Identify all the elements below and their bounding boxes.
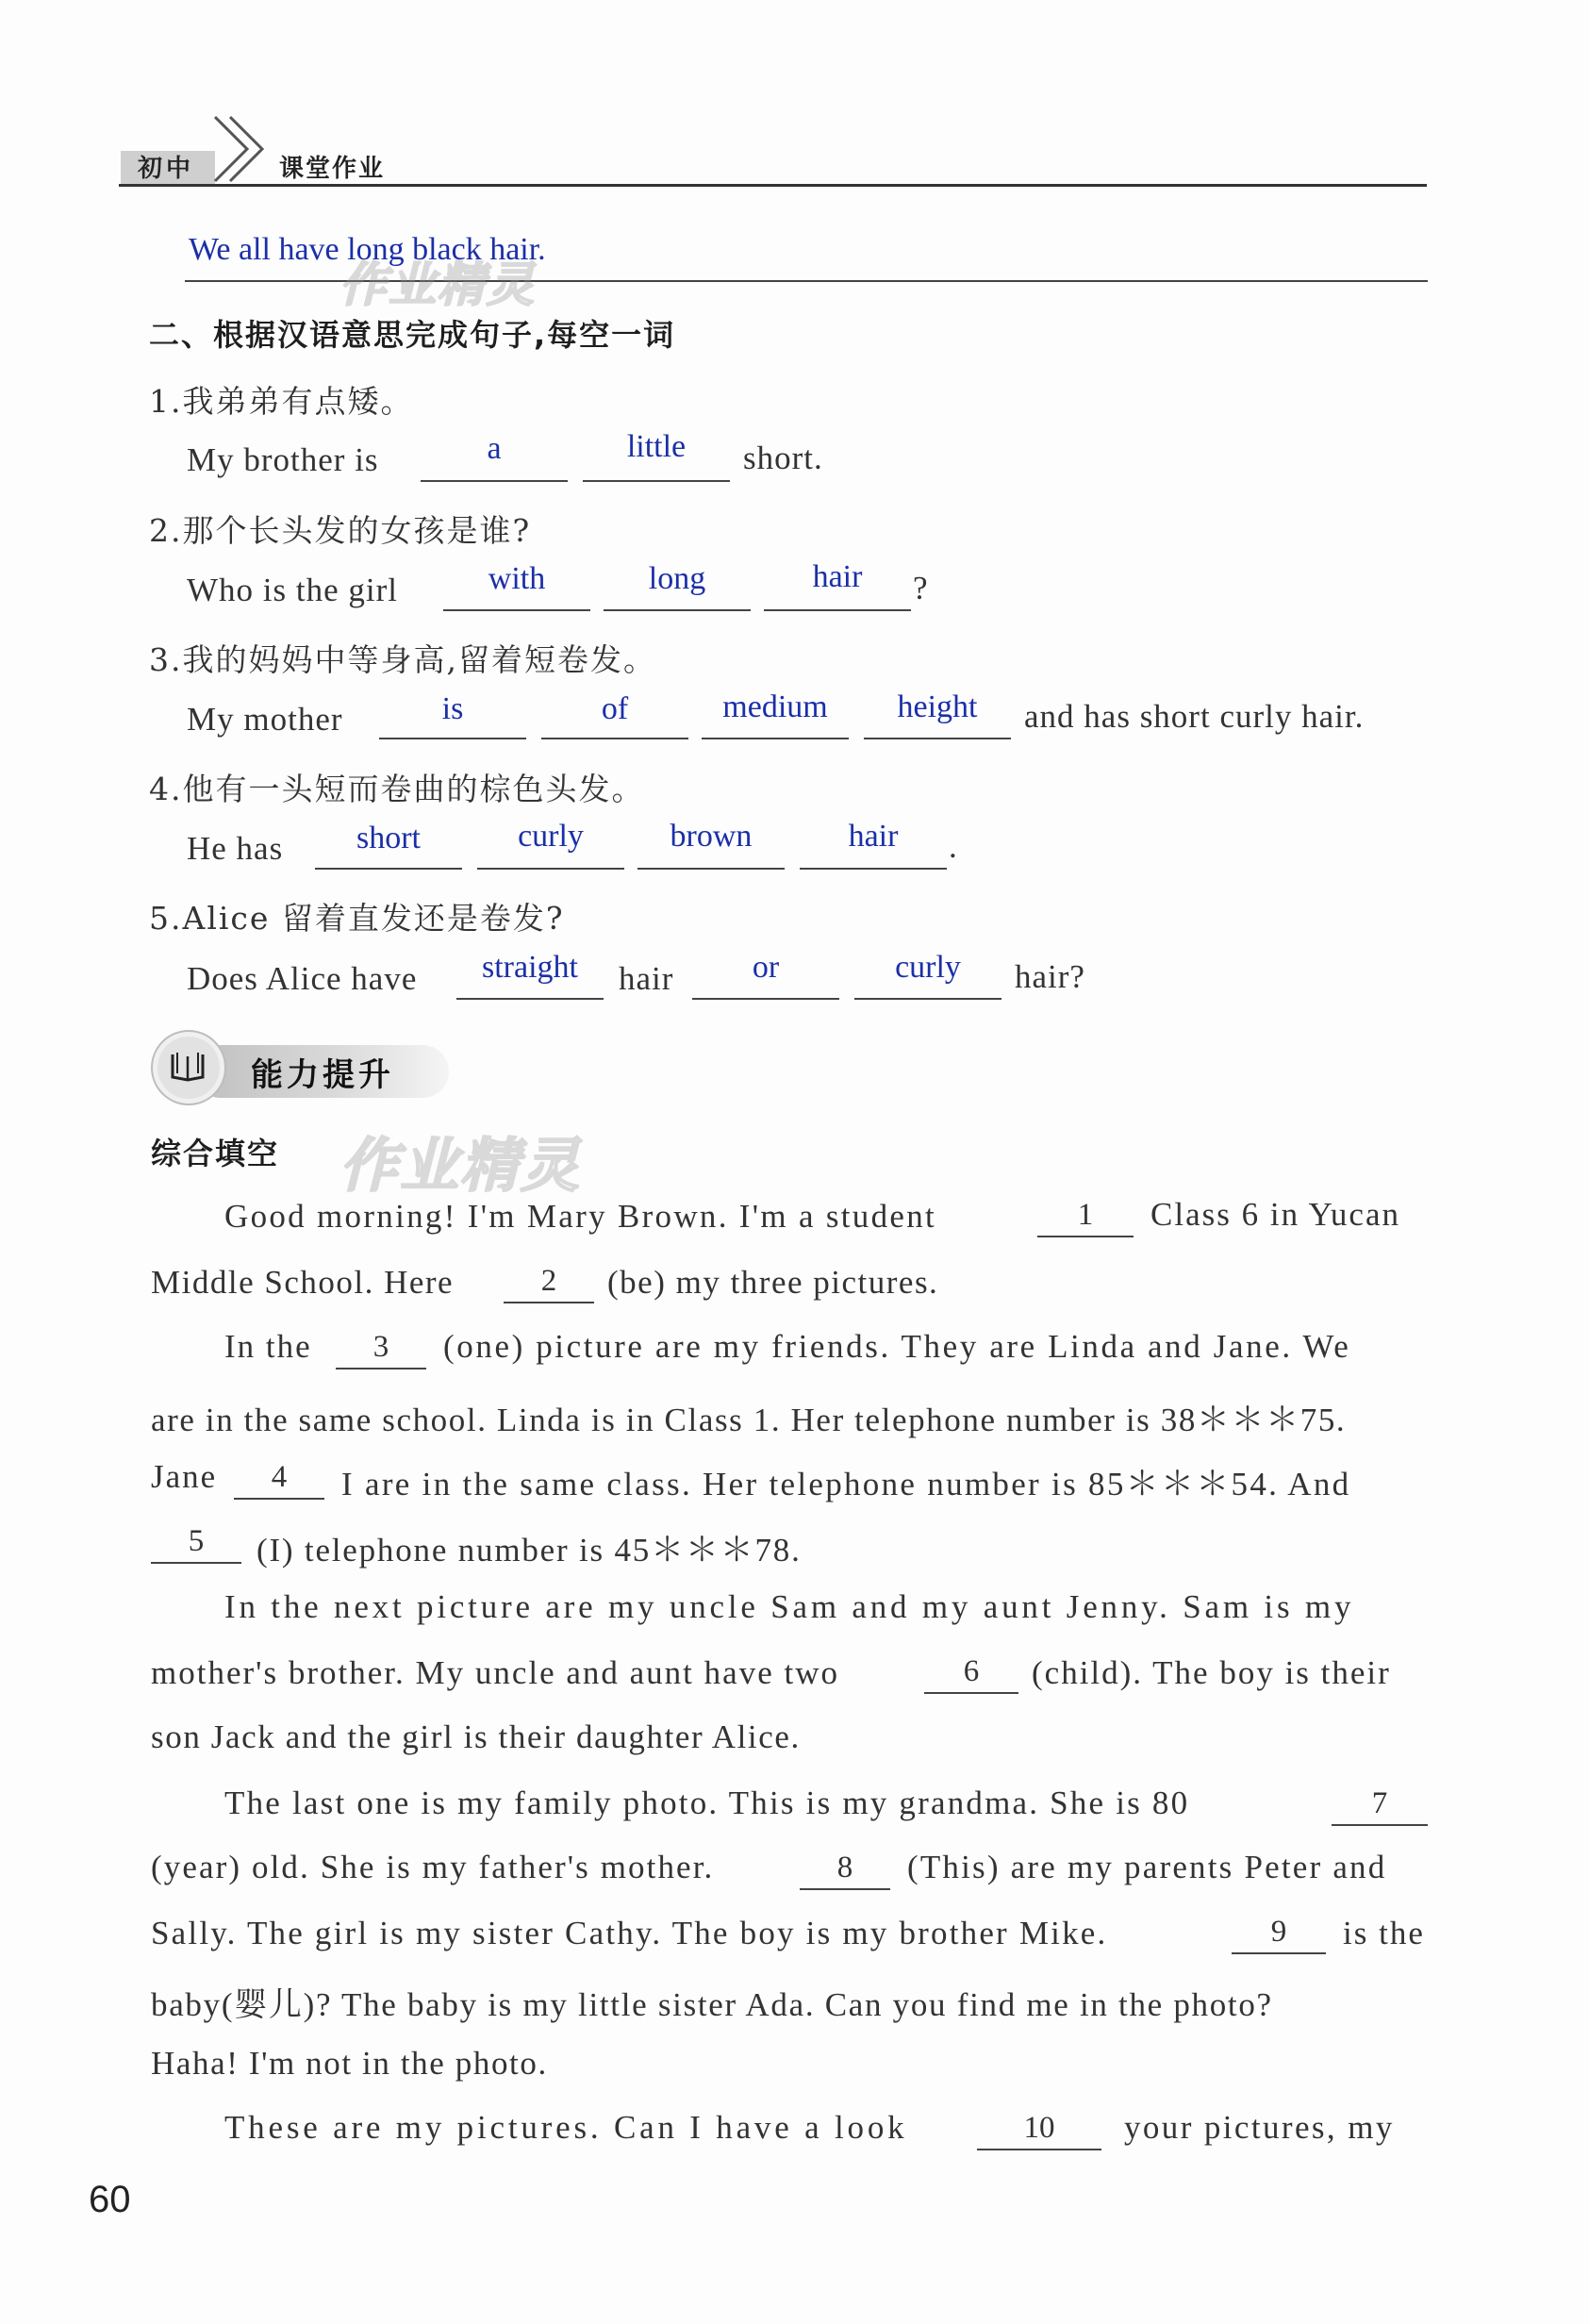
blank-number: 4 xyxy=(271,1460,288,1494)
q1-prompt: My brother is xyxy=(187,441,379,478)
answer-word: hair xyxy=(848,819,899,854)
blank-line[interactable] xyxy=(477,868,624,870)
blank-line[interactable] xyxy=(379,738,526,739)
passage-text: (child). The boy is their xyxy=(1032,1654,1391,1691)
q5-prompt: Does Alice have xyxy=(187,960,418,997)
section-heading: 二、根据汉语意思完成句子,每空一词 xyxy=(149,317,676,353)
subsection-heading: 综合填空 xyxy=(151,1136,280,1171)
blank-number: 5 xyxy=(188,1524,205,1558)
header-title: 课堂作业 xyxy=(279,155,386,183)
blank-line[interactable] xyxy=(702,738,849,739)
answer-word: height xyxy=(897,689,978,724)
passage-text: Jane xyxy=(151,1458,218,1495)
passage-text: is the xyxy=(1343,1915,1425,1951)
blank-line[interactable] xyxy=(764,609,911,611)
blank-line[interactable] xyxy=(1332,1824,1428,1826)
answer-word: brown xyxy=(670,819,753,854)
answer-word: curly xyxy=(518,819,584,854)
answer-word: little xyxy=(626,429,687,464)
blank-line[interactable] xyxy=(1232,1952,1326,1954)
passage-text: mother's brother. My uncle and aunt have two xyxy=(151,1654,839,1691)
q2-tail: ? xyxy=(913,570,929,606)
answer-word: short xyxy=(356,821,421,855)
blank-number: 3 xyxy=(372,1330,389,1364)
blank-line[interactable] xyxy=(315,868,462,870)
blank-number: 6 xyxy=(963,1654,980,1688)
answer-word: long xyxy=(648,561,706,596)
answer-word: straight xyxy=(482,950,578,985)
passage-text: In the next picture are my uncle Sam and my aunt Jenny. Sam is my xyxy=(224,1588,1355,1625)
passage-text: are in the same school. Linda is in Class 1. Her telephone number is 38＊＊＊75. xyxy=(151,1402,1347,1438)
q1-tail: short. xyxy=(743,440,823,476)
q1-chinese: 1.我弟弟有点矮。 xyxy=(149,383,414,420)
passage-text: Class 6 in Yucan xyxy=(1150,1196,1400,1233)
blank-line[interactable] xyxy=(800,868,947,870)
answer-word: curly xyxy=(895,950,961,985)
answer-word: of xyxy=(601,691,629,726)
blank-line[interactable] xyxy=(637,868,785,870)
header-level: 初中 xyxy=(121,151,215,187)
passage-text: baby(婴儿)? The baby is my little sister Ada. Can you find me in the photo? xyxy=(151,1986,1273,2023)
blank-number: 7 xyxy=(1371,1786,1388,1820)
passage-text: (be) my three pictures. xyxy=(607,1264,939,1301)
passage-text: These are my pictures. Can I have a look xyxy=(224,2109,908,2146)
passage-text: son Jack and the girl is their daughter Alice. xyxy=(151,1718,801,1755)
q3-prompt: My mother xyxy=(187,701,343,738)
passage-text: The last one is my family photo. This is my grandma. She is 80 xyxy=(224,1784,1190,1821)
blank-line[interactable] xyxy=(151,1562,241,1564)
section-title: 能力提升 xyxy=(251,1056,394,1094)
blank-line[interactable] xyxy=(443,609,590,611)
q3-chinese: 3.我的妈妈中等身高,留着短卷发。 xyxy=(149,641,656,678)
q2-chinese: 2.那个长头发的女孩是谁? xyxy=(149,512,532,549)
blank-line[interactable] xyxy=(864,738,1011,739)
blank-number: 10 xyxy=(1023,2111,1055,2145)
answer-word: a xyxy=(487,431,502,466)
blank-line[interactable] xyxy=(336,1368,426,1370)
passage-text: In the xyxy=(224,1328,312,1365)
blank-line[interactable] xyxy=(800,1888,890,1890)
passage-text: (This) are my parents Peter and xyxy=(907,1849,1387,1885)
passage-text: (year) old. She is my father's mother. xyxy=(151,1849,715,1885)
q5-chinese: 5.Alice 留着直发还是卷发? xyxy=(149,900,565,937)
blank-line[interactable] xyxy=(1037,1236,1134,1237)
blank-line[interactable] xyxy=(604,609,751,611)
answer-word: medium xyxy=(722,689,828,724)
q5-tail: hair? xyxy=(1015,958,1085,995)
q5-middle: hair xyxy=(619,960,674,997)
passage-text: your pictures, my xyxy=(1124,2109,1395,2146)
answer-word: or xyxy=(752,950,780,985)
watermark: 作业精灵 xyxy=(339,1131,582,1200)
blank-line[interactable] xyxy=(541,738,688,739)
blank-line[interactable] xyxy=(854,998,1001,1000)
q4-tail: . xyxy=(949,828,958,865)
passage-text: Middle School. Here xyxy=(151,1264,455,1301)
passage-text: Sally. The girl is my sister Cathy. The boy is my brother Mike. xyxy=(151,1915,1108,1951)
page-number: 60 xyxy=(89,2179,131,2220)
passage-text: Good morning! I'm Mary Brown. I'm a student xyxy=(224,1198,937,1235)
book-icon xyxy=(170,1049,206,1083)
answer-word: hair xyxy=(812,559,863,594)
blank-line[interactable] xyxy=(421,480,568,482)
blank-line[interactable] xyxy=(456,998,604,1000)
passage-text: I are in the same class. Her telephone number is 85＊＊＊54. And xyxy=(341,1466,1351,1502)
q3-tail: and has short curly hair. xyxy=(1024,698,1365,735)
blank-number: 2 xyxy=(540,1264,557,1298)
q2-prompt: Who is the girl xyxy=(187,572,398,608)
blank-line[interactable] xyxy=(504,1302,594,1303)
blank-number: 9 xyxy=(1270,1915,1287,1949)
watermark: 作业精灵 xyxy=(339,257,536,312)
q4-prompt: He has xyxy=(187,830,284,867)
passage-text: (one) picture are my friends. They are Linda and Jane. We xyxy=(443,1328,1351,1365)
blank-number: 1 xyxy=(1077,1198,1094,1232)
answer-word: is xyxy=(441,691,464,726)
passage-text: (I) telephone number is 45＊＊＊78. xyxy=(257,1532,802,1569)
blank-number: 8 xyxy=(836,1851,853,1884)
blank-line[interactable] xyxy=(977,2149,1101,2150)
blank-line[interactable] xyxy=(692,998,839,1000)
handwritten-answer: We all have long black hair. xyxy=(189,232,546,267)
q4-chinese: 4.他有一头短而卷曲的棕色头发。 xyxy=(149,771,645,807)
header-rule xyxy=(119,184,1427,187)
chevron-double-icon xyxy=(209,111,272,187)
blank-line[interactable] xyxy=(924,1692,1018,1694)
answer-word: with xyxy=(488,561,546,596)
blank-line[interactable] xyxy=(234,1498,324,1500)
blank-line[interactable] xyxy=(583,480,730,482)
passage-text: Haha! I'm not in the photo. xyxy=(151,2045,548,2082)
